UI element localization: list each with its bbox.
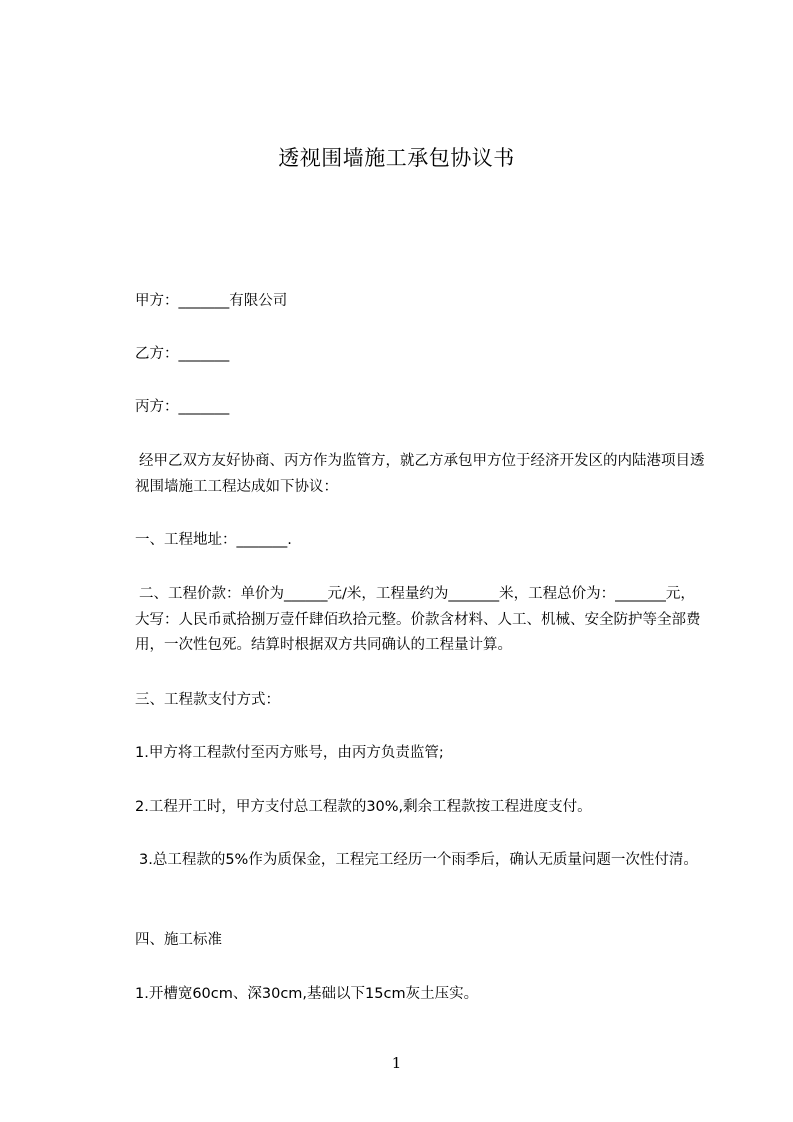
payment-item-1: 1.甲方将工程款付至丙方账号，由丙方负责监管; xyxy=(135,745,444,761)
document-title: 透视围墙施工承包协议书 xyxy=(278,146,515,170)
page-number: 1 xyxy=(391,1054,402,1072)
section-standard-heading: 四、施工标准 xyxy=(135,932,222,948)
section-address: 一、工程地址：_______. xyxy=(135,532,292,548)
payment-item-2: 2.工程开工时，甲方支付总工程款的30%,剩余工程款按工程进度支付。 xyxy=(135,799,592,815)
section-price: 二、工程价款：单价为______元/米，工程量约为_______米，工程总价为：_______元，大写：人民币贰拾捌万壹仟肆佰玖拾元整。价款含材料、人工、机械、安全防护等全部费用，一次性包死。结算时根据双方共同确认的工程量计算。 xyxy=(135,586,701,653)
standard-item-1: 1.开槽宽60cm、深30cm,基础以下15cm灰土压实。 xyxy=(135,986,479,1002)
party-a-line: 甲方：_______有限公司 xyxy=(135,293,288,309)
payment-item-3: 3.总工程款的5%作为质保金，工程完工经历一个雨季后，确认无质量问题一次性付清。 xyxy=(139,852,698,868)
party-b-line: 乙方：_______ xyxy=(135,346,230,362)
intro-paragraph: 经甲乙双方友好协商、丙方作为监管方，就乙方承包甲方位于经济开发区的内陆港项目透视围墙施工工程达成如下协议： xyxy=(135,453,705,495)
party-c-line: 丙方：_______ xyxy=(135,399,230,415)
section-payment-heading: 三、工程款支付方式： xyxy=(135,692,280,708)
